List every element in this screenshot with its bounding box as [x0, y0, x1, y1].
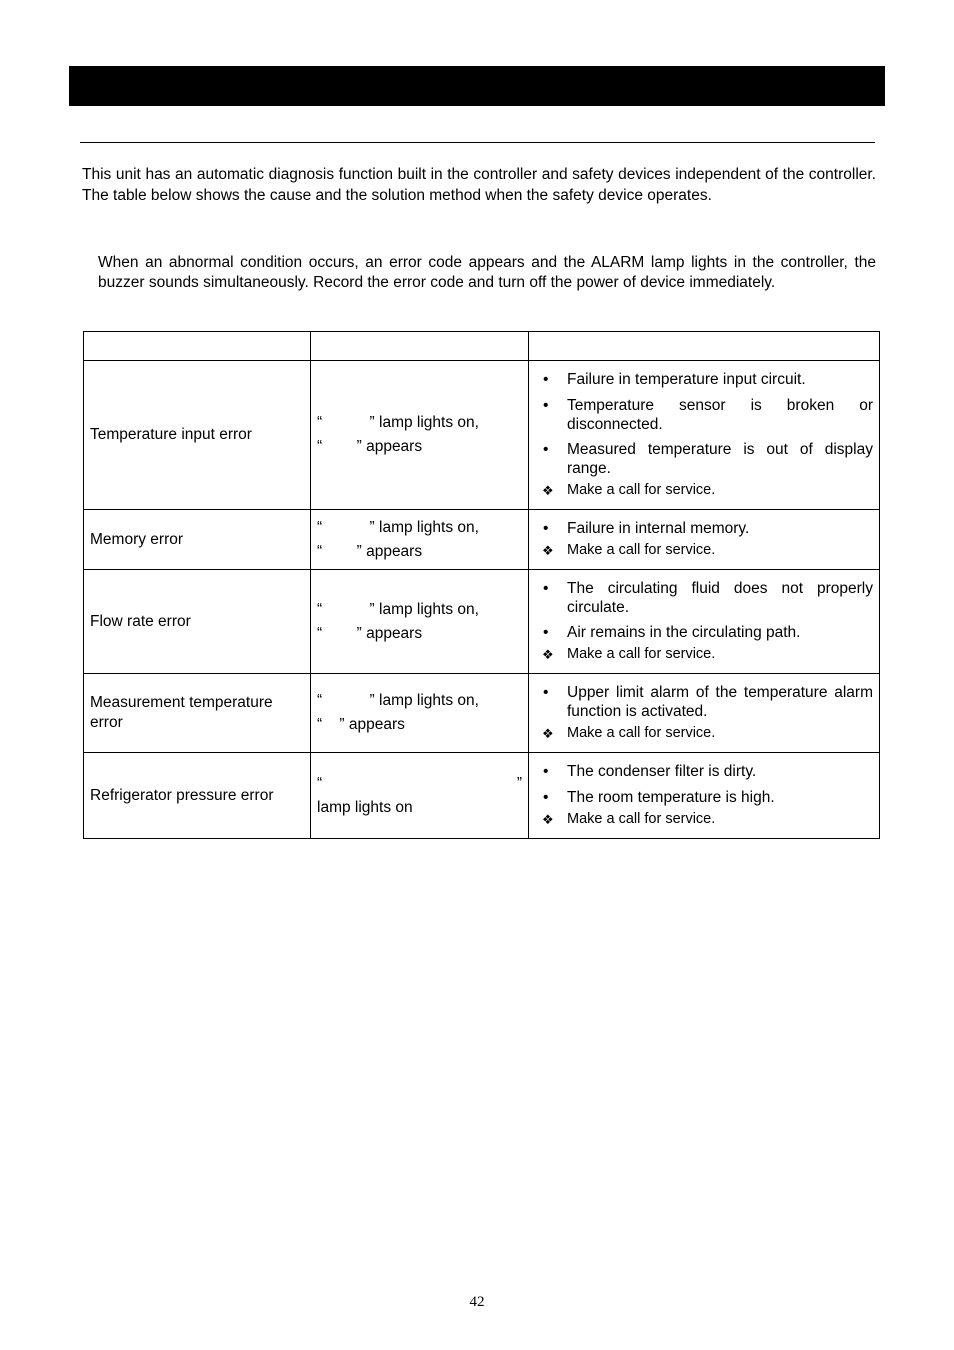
- error-name: Memory error: [84, 510, 311, 570]
- error-indication: [311, 753, 529, 839]
- alarm-note: When an abnormal condition occurs, an error code appears and the ALARM lamp lights in the controller, the buzzer sounds simultaneously. Record the error code and turn off the power of device immediately.: [98, 254, 876, 291]
- table-header-row: [84, 332, 880, 361]
- cause-item: • Failure in internal memory.: [537, 519, 873, 538]
- indication-line: “ ” lamp lights on,: [317, 600, 479, 618]
- page-number: 42: [469, 1294, 485, 1310]
- service-item: ❖ Make a call for service.: [537, 810, 873, 829]
- header-cell-cause: [529, 332, 880, 361]
- table-row: [84, 510, 880, 570]
- error-indication: [311, 674, 529, 753]
- table-row: [84, 361, 880, 510]
- cause-item: • Failure in temperature input circuit.: [537, 370, 873, 389]
- error-causes: [529, 753, 880, 839]
- cause-item: • The room temperature is high.: [537, 788, 873, 807]
- service-item: ❖ Make a call for service.: [537, 481, 873, 500]
- indication-line: “ ” lamp lights on,: [317, 414, 479, 431]
- cause-item: • The condenser filter is dirty.: [537, 762, 873, 781]
- indication-line: [317, 774, 522, 794]
- error-name: Temperature input error: [84, 361, 311, 510]
- error-causes: [529, 510, 880, 570]
- service-item: ❖ Make a call for service.: [537, 541, 873, 560]
- table-row: [84, 570, 880, 674]
- subsection-rule: [80, 142, 875, 143]
- error-causes: [529, 674, 880, 753]
- cause-item: • Measured temperature is out of display range.: [537, 440, 873, 478]
- section-header-bar: [69, 66, 885, 106]
- error-indication: [311, 510, 529, 570]
- indication-line: “ ” appears: [317, 542, 423, 560]
- error-indication: [311, 361, 529, 510]
- indication-line: “ ” lamp lights on,: [317, 518, 479, 536]
- cause-item: • Upper limit alarm of the temperature alarm function is activated.: [537, 683, 873, 721]
- cause-item: • Temperature sensor is broken or disconnected.: [537, 396, 873, 434]
- error-causes: [529, 570, 880, 674]
- indication-line: “ ” appears: [317, 624, 423, 642]
- cause-item: • Air remains in the circulating path.: [537, 623, 873, 642]
- indication-line: “ ” appears: [317, 716, 405, 733]
- error-indication: [311, 570, 529, 674]
- table-row: [84, 674, 880, 753]
- error-name: Measurement temperature error: [84, 674, 311, 753]
- error-causes: [529, 361, 880, 510]
- indication-line: “ ” appears: [317, 438, 423, 455]
- service-item: ❖ Make a call for service.: [537, 645, 873, 664]
- indication-line: lamp lights on: [317, 798, 413, 816]
- service-item: ❖ Make a call for service.: [537, 724, 873, 743]
- error-name: Flow rate error: [84, 570, 311, 674]
- header-cell-indication: [311, 332, 529, 361]
- table-row: [84, 753, 880, 839]
- indication-line: “ ” lamp lights on,: [317, 692, 479, 709]
- cause-item: • The circulating fluid does not properly circulate.: [537, 579, 873, 617]
- intro-paragraph: This unit has an automatic diagnosis function built in the controller and safety devices independent of the controller. The table below shows the cause and the solution method when the safety device operates.: [82, 166, 876, 204]
- open-quote: “: [317, 774, 323, 792]
- header-cell-error: [84, 332, 311, 361]
- error-name: Refrigerator pressure error: [84, 753, 311, 839]
- close-quote: ”: [516, 774, 522, 792]
- error-table: [83, 331, 880, 839]
